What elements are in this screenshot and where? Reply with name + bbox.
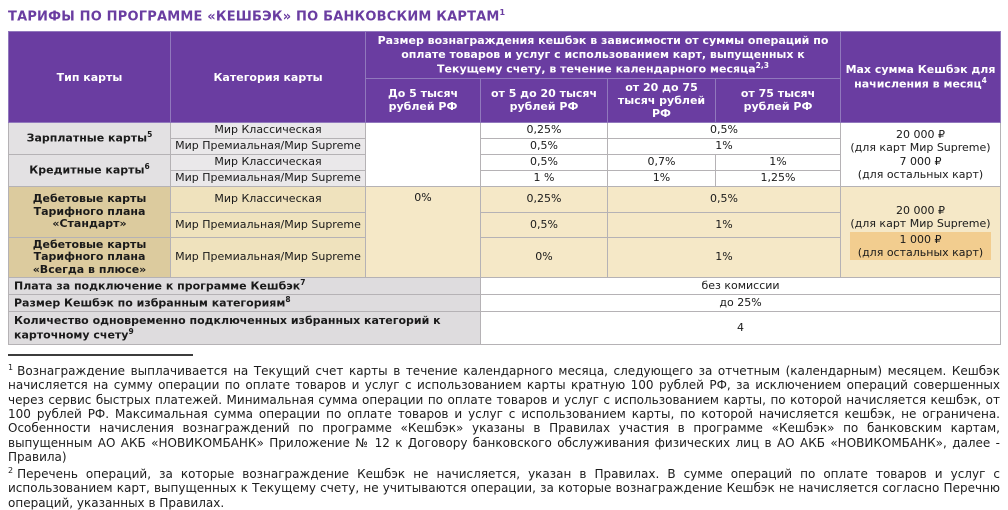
cell-group-salary: [9, 123, 171, 155]
max-top-note-other: (для остальных карт): [857, 167, 984, 181]
footnote-2-text: Перечень операций, за которые вознаграждение Кешбэк не начисляется, указан в Правилах. В сумме операций по оплате товаров и услуг с использованием карт, выпущенных к Текущему счету, не учитываются операции, за которые вознаграждение Кешбэк не начисляется согласно Перечню операций, указанных в Правилах.: [8, 467, 1000, 510]
header-row-top: [9, 32, 1001, 78]
row-favorite-categories-rate: [9, 295, 1001, 312]
row-connection-fee: [9, 278, 1001, 295]
cell-connection-fee-label: [9, 278, 481, 295]
header-card-category: Категория карты: [171, 32, 366, 123]
cell-rate: 1%: [608, 238, 841, 278]
cell-rate: 0,5%: [481, 139, 608, 155]
row-salary-classic: [9, 123, 1001, 139]
header-tier-over-75k: от 75 тысяч рублей РФ: [716, 78, 841, 123]
cell-rate: 0%: [481, 238, 608, 278]
cell-rate: 1%: [608, 171, 716, 187]
max-top-amount-other: 7 000 ₽: [899, 154, 942, 168]
max-bottom-note-other: (для остальных карт): [857, 245, 984, 259]
connection-fee-superscript: 7: [300, 278, 306, 288]
footnote-1-text: Вознаграждение выплачивается на Текущий счет карты в течение календарного месяца, следующего за отчетным (календарным) месяцем. Кешбэк начисляется на сумму операции по оплате товаров и услуг с использованием карты кратную 100 рублей РФ, за исключением операций совершенных через сервис быстрых платежей. Минимальная сумма операции по оплате товаров и услуг с использованием карты, по которой начисляется кешбэк, от 100 рублей РФ. Максимальная сумма операции по оплате товаров и услуг с использованием карты, по которой начисляется кешбэк, не ограничена. Особенности начисления вознаграждений по программе «Кешбэк» указаны в Правилах участия в программе «Кешбэк» по банковским картам, выпущенным АО АКБ «НОВИКОМБАНК» Приложение № 12 к Договору банковского обслуживания физических лиц в АО АКБ «НОВИКОМБАНК», далее - Правила): [8, 364, 1000, 464]
cell-category: Мир Премиальная/Мир Supreme: [171, 171, 366, 187]
cell-rate: 0,7%: [608, 155, 716, 171]
max-top-amount-supreme: 20 000 ₽: [896, 128, 945, 142]
header-card-type: Тип карты: [9, 32, 171, 123]
cell-category: Мир Классическая: [171, 123, 366, 139]
group-salary-label: Зарплатные карты: [26, 132, 148, 146]
cell-rate: 1%: [716, 155, 841, 171]
cell-rate: 1 %: [481, 171, 608, 187]
cell-rate: 0,5%: [481, 213, 608, 238]
cell-rate: 0,5%: [481, 155, 608, 171]
cell-max-sum-top: [841, 123, 1001, 187]
header-max-sum-text: Мах сумма Кешбэк для начисления в месяц: [845, 63, 996, 92]
header-tier-20k-75k: от 20 до 75 тысяч рублей РФ: [608, 78, 716, 123]
group-credit-label: Кредитные карты: [29, 164, 145, 178]
max-bottom-amount-supreme: 20 000 ₽: [896, 204, 945, 218]
cell-group-debit-plus: Дебетовые карты Тарифного плана «Всегда в плюсе»: [9, 238, 171, 278]
cell-category: Мир Классическая: [171, 187, 366, 213]
cell-rate: 1,25%: [716, 171, 841, 187]
header-tier-5k-20k: от 5 до 20 тысяч рублей РФ: [481, 78, 608, 123]
footnotes: [8, 361, 1000, 510]
cell-rate: 0,5%: [608, 123, 841, 139]
categories-count-superscript: 9: [128, 327, 134, 337]
cell-tier1-debit-zero: 0%: [366, 187, 481, 278]
header-reward-size: [366, 32, 841, 78]
cell-tier1-salary-credit-empty: [366, 123, 481, 187]
cell-connection-fee-value: без комиссии: [481, 278, 1001, 295]
cashback-tariff-table: [8, 31, 1001, 345]
header-reward-size-text: Размер вознаграждения кешбэк в зависимости от суммы операций по оплате товаров и услуг с использованием карт, выпущенных к Текущему счету, в течение календарного месяца: [377, 34, 829, 76]
header-max-sum-superscript: 4: [981, 76, 987, 86]
footnote-separator: [8, 354, 193, 356]
cell-category: Мир Классическая: [171, 155, 366, 171]
footnote-1-marker: 1: [8, 363, 14, 373]
group-salary-superscript: 5: [147, 130, 153, 140]
group-credit-superscript: 6: [144, 162, 150, 172]
cell-max-sum-bottom: [841, 187, 1001, 278]
cell-favorite-rate-label: [9, 295, 481, 312]
cell-group-credit: [9, 155, 171, 187]
favorite-rate-superscript: 8: [285, 295, 291, 305]
header-tier-under-5k: До 5 тысяч рублей РФ: [366, 78, 481, 123]
categories-count-label-text: Количество одновременно подключенных избранных категорий к карточному счету: [14, 313, 441, 342]
header-reward-size-superscript: 2,3: [755, 60, 769, 70]
page-title: [8, 8, 1000, 24]
footnote-2-marker: 2: [8, 466, 14, 476]
footnote-2: [8, 464, 1000, 510]
connection-fee-label-text: Плата за подключение к программе Кешбэк: [14, 280, 301, 294]
cell-rate: 0,25%: [481, 123, 608, 139]
cell-rate: 1%: [608, 213, 841, 238]
favorite-rate-label-text: Размер Кешбэк по избранным категориям: [14, 297, 286, 311]
max-bottom-highlight: [850, 232, 991, 260]
page-title-text: ТАРИФЫ ПО ПРОГРАММЕ «КЕШБЭК» ПО БАНКОВСКИМ КАРТАМ: [8, 9, 500, 25]
cell-favorite-rate-value: до 25%: [481, 295, 1001, 312]
row-favorite-categories-count: [9, 312, 1001, 345]
cell-category: Мир Премиальная/Мир Supreme: [171, 139, 366, 155]
cell-rate: 0,25%: [481, 187, 608, 213]
cell-group-debit-standard: Дебетовые карты Тарифного плана «Стандарт»: [9, 187, 171, 238]
cell-categories-count-value: 4: [481, 312, 1001, 345]
cell-category: Мир Премиальная/Мир Supreme: [171, 238, 366, 278]
cell-rate: 1%: [608, 139, 841, 155]
row-debit-standard-classic: [9, 187, 1001, 213]
cell-categories-count-label: [9, 312, 481, 345]
max-top-note-supreme: (для карт Мир Supreme): [850, 141, 991, 155]
max-bottom-note-supreme: (для карт Мир Supreme): [850, 217, 991, 231]
page-title-superscript: 1: [499, 8, 506, 17]
header-max-sum: [841, 32, 1001, 123]
cell-category: Мир Премиальная/Мир Supreme: [171, 213, 366, 238]
footnote-1: [8, 361, 1000, 464]
max-bottom-amount-other: 1 000 ₽: [899, 232, 942, 246]
cell-rate: 0,5%: [608, 187, 841, 213]
